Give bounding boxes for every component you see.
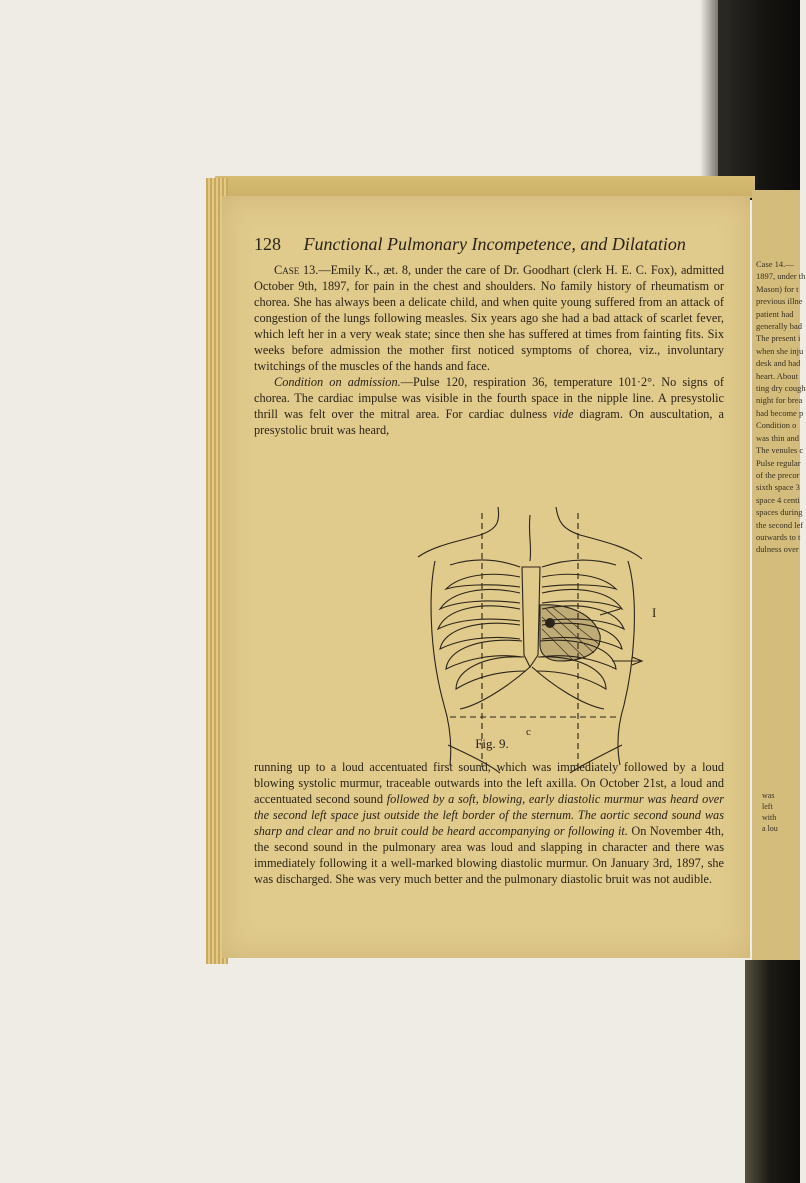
book-shadow-gradient [700, 0, 730, 190]
facing-page-line: spaces during [756, 507, 803, 518]
left-costal-margin [460, 667, 530, 709]
facing-page [752, 190, 806, 960]
facing-page-line: The present i [756, 333, 801, 344]
facing-page-lower-line: a lou [762, 824, 778, 833]
continuation-text-1: running up to a loud accentuated first sound, which was immediately followed by a loud blowing systolic murmur, traceable outwards into the left axilla. On October 21st, a loud and accentuated second sound [254, 760, 724, 806]
facing-page-line: outwards to t [756, 531, 801, 542]
facing-page-line: had become p [756, 407, 804, 418]
sternum [522, 567, 540, 667]
facing-page-line: of the precor [756, 469, 800, 480]
page-number: 128 [254, 234, 281, 254]
left-rib-6 [456, 657, 526, 689]
facing-page-lower-text [762, 790, 798, 834]
running-header [254, 234, 724, 255]
facing-page-line: the second lef [756, 519, 804, 530]
left-rib-4 [440, 623, 520, 649]
chest-diagram [380, 505, 720, 775]
right-shoulder-outline [556, 507, 642, 559]
left-shoulder-outline [418, 507, 499, 557]
case-intro: —Emily K., æt. 8, under the care of Dr. Goodhart (clerk H. E. C. Fox), admitted October 9th, 1897, for pain in the chest and shoulders. No family history of rheumatism or chorea. She has always been a delicate child, and when quite young suffered from an attack of congestion of the lungs following measles. Six years ago she had a bad attack of scarlet fever, which left her in a very weak state; since then she has suffered at times from fainting fits. Six weeks before admission the mother first noticed symptoms of chorea, viz., involuntary twitchings of the muscles of the hands and face. [254, 263, 724, 373]
running-title: Functional Pulmonary Incompetence, and Dilatation [303, 234, 686, 254]
rib-label: I [652, 605, 657, 620]
vide-word: vide [553, 407, 574, 421]
right-body-outline [618, 561, 634, 765]
condition-end: diagram. On auscultation, a presystolic bruit was heard, [254, 407, 724, 437]
facing-page-line: when she inju [756, 345, 804, 356]
continuation-italic: followed by a soft, blowing, early diastolic murmur was heard over the second left space just outside the left border of the sternum. The aortic second sound was sharp and clear and no bruit could be heard accompanying or following it. [254, 792, 724, 838]
facing-page-line: space 4 centi [756, 494, 800, 505]
facing-page-line: Case 14.— [756, 259, 794, 269]
midline-neck [529, 515, 530, 561]
page-top-edge [215, 176, 755, 198]
left-rib-1 [446, 574, 520, 589]
case-heading: Case 13. [274, 263, 319, 277]
facing-page-lower-line: left [762, 802, 773, 811]
book-spine-shadow-top [718, 0, 800, 200]
continuation-text-2: On November 4th, the second sound in the pulmonary area was loud and slapping in character and there was immediately following it a well-marked blowing diastolic murmur. On January 3rd, 1897, she was discharged. She was very much better and the pulmonary diastolic bruit was not audible. [254, 824, 724, 886]
facing-page-lower-line: was [762, 791, 775, 800]
facing-page-line: desk and had [756, 358, 801, 369]
left-clavicle [450, 560, 520, 567]
facing-page-line: heart. About [756, 370, 799, 381]
facing-page-line: ting dry cough [756, 383, 806, 394]
facing-page-line: Pulse regular [756, 457, 801, 468]
right-rib-1 [542, 574, 616, 589]
figure-caption: Fig. 9. [475, 736, 509, 751]
right-clavicle [542, 560, 616, 567]
thrill-marker [545, 618, 555, 628]
facing-page-line: previous illne [756, 296, 803, 307]
case-paragraph [254, 262, 724, 438]
center-label: c [526, 726, 531, 738]
condition-text: —Pulse 120, respiration 36, temperature 101·2°. No signs of chorea. The cardiac impulse was visible in the fourth space in the nipple line. A presystolic thrill was felt over the mitral area. For cardiac dulness [254, 375, 725, 421]
facing-page-line: generally bad [756, 321, 803, 332]
facing-page-text [752, 190, 806, 556]
right-costal-margin [532, 667, 604, 709]
left-rib-5 [446, 640, 522, 669]
facing-page-line: Condition o [756, 420, 797, 431]
continuation-paragraph [254, 759, 724, 887]
facing-page-line: 1897, under th [756, 271, 806, 282]
facing-page-line: was thin and [756, 432, 799, 443]
condition-label: Condition on admission. [274, 375, 401, 389]
right-rib-6 [536, 657, 606, 689]
left-rib-3 [438, 606, 520, 629]
book-spine-shadow-bottom [745, 960, 800, 1183]
facing-page-lower-line: with [762, 813, 777, 822]
cardiac-dulness-area [540, 605, 600, 661]
facing-page-line: sixth space 3 [756, 482, 800, 493]
facing-page-line: Mason) for t [756, 283, 799, 294]
facing-page-line: dulness over [756, 544, 799, 555]
facing-page-line: patient had [756, 308, 794, 319]
facing-page-line: night for brea [756, 395, 803, 406]
facing-page-line: The venules c [756, 445, 804, 456]
